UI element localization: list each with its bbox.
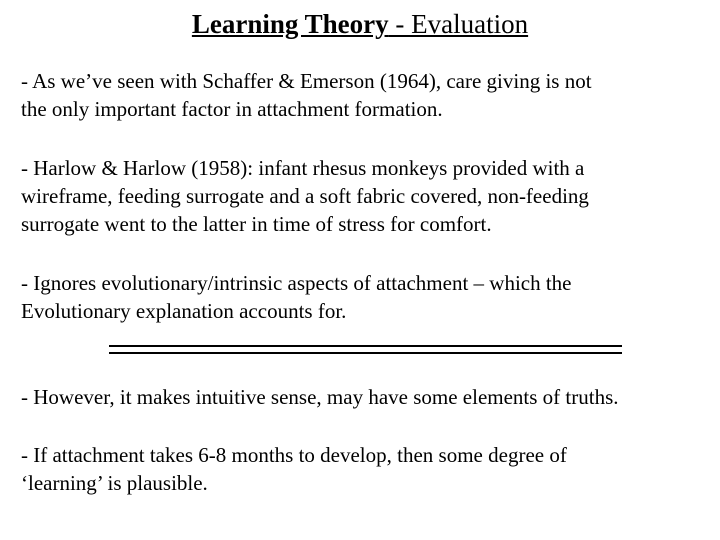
point-schaffer-emerson: - As we’ve seen with Schaffer & Emerson (1964), care giving is not the only important factor in attachment formation.	[21, 69, 592, 121]
slide-title	[0, 6, 720, 42]
point-intuitive-sense: - However, it makes intuitive sense, may have some elements of truths.	[21, 385, 619, 409]
title-main: Learning Theory	[191, 9, 389, 39]
point-learning-plausible: - If attachment takes 6-8 months to develop, then some degree of ‘learning’ is plausible.	[21, 443, 567, 495]
title-suffix: - Evaluation	[388, 9, 529, 39]
point-harlow: - Harlow & Harlow (1958): infant rhesus monkeys provided with a wireframe, feeding surrogate and a soft fabric covered, non-feeding surrogate went to the latter in time of stress for comfort.	[21, 156, 589, 236]
double-divider	[109, 345, 622, 354]
point-evolutionary: - Ignores evolutionary/intrinsic aspects of attachment – which the Evolutionary explanation accounts for.	[21, 271, 572, 323]
